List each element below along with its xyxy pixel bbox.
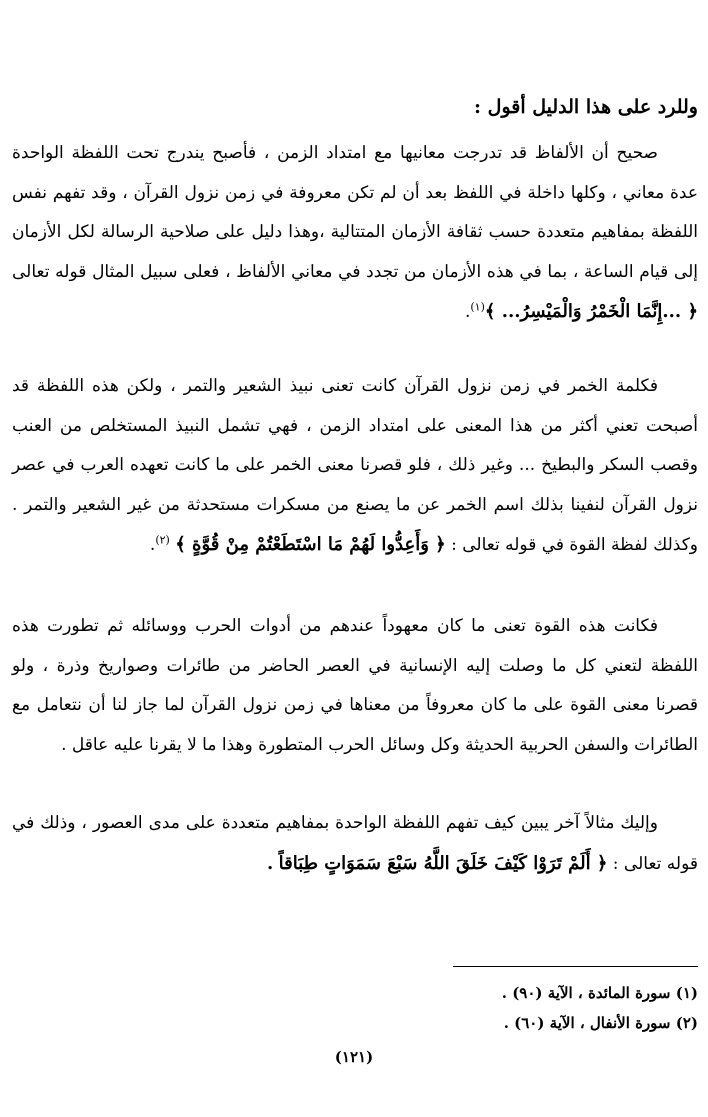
quran-verse: ﴿ أَلَمْ تَرَوْا كَيْفَ خَلَقَ اللَّهُ سَبْعَ سَمَوَاتٍ طِبَاقاً — [278, 852, 608, 874]
paragraph-end: . — [149, 535, 156, 556]
page-number: (١٢١) — [334, 1048, 374, 1066]
footnote-ref: (٢) — [155, 533, 170, 547]
paragraph-4 — [12, 804, 698, 884]
footnote-divider — [453, 966, 698, 967]
paragraph-2 — [12, 367, 698, 566]
footnote-1: (١) سورة المائدة ، الآية (٩٠) . — [501, 984, 698, 1002]
footnote-ref: (١) — [470, 300, 485, 314]
paragraph-3 — [12, 607, 698, 765]
quran-verse: ﴿ ...إِنَّمَا الْخَمْرُ وَالْمَيْسِرُ... ﴾ — [484, 301, 698, 323]
paragraph-1 — [12, 134, 698, 333]
paragraph-end: . — [464, 302, 471, 323]
paragraph-end: . — [266, 852, 274, 874]
footnote-2: (٢) سورة الأنفال ، الآية (٦٠) . — [503, 1014, 698, 1032]
quran-verse: ﴿ وَأَعِدُّوا لَهُمْ مَا اسْتَطَعْتُمْ مِنْ قُوَّةٍ ﴾ — [175, 534, 446, 556]
paragraph-text: فكانت هذه القوة تعنى ما كان معهوداً عندهم من أدوات الحرب ووسائله ثم تطورت هذه اللفظة لتعني كل ما وصلت إليه الإنسانية في العصر الحاضر من طائرات وصواريخ وذرة ، ولو قصرنا معنى القوة على ما كان معروفاً من معناها في زمن نزول القرآن لما جاز لنا أن نتعامل مع الطائرات والسفن الحربية الحديثة وكل وسائل الحرب المتطورة وهذا ما لا يقرنا عليه عاقل . — [12, 616, 698, 755]
paragraph-text: صحيح أن الألفاظ قد تدرجت معانيها مع امتداد الزمن ، فأصبح يندرج تحت اللفظة الواحدة عدة معاني ، وكلها داخلة في اللفظ بعد أن لم تكن معروفة في زمن نزول القرآن ، وقد تفهم نفس اللفظة بمفاهيم متعددة حسب ثقافة الأزمان المتتالية ،وهذا دليل على صلاحية الرسالة لكل الأزمان إلى قيام الساعة ، بما في هذه الأزمان من تجدد في معاني الألفاظ ، فعلى سبيل المثال قوله تعالى — [12, 143, 698, 282]
paragraph-text: وإليك مثالاً آخر يبين كيف تفهم اللفظة الواحدة بمفاهيم متعددة على مدى العصور ، وذلك في قوله تعالى : — [12, 813, 698, 874]
paragraph-text: فكلمة الخمر في زمن نزول القرآن كانت تعنى نبيذ الشعير والتمر ، ولكن هذه اللفظة قد أصبحت تعني أكثر من هذا المعنى على امتداد الزمن ، فهي تشمل النبيذ المستخلص من العنب وقصب السكر والبطيخ ... وغير ذلك ، فلو قصرنا معنى الخمر على ما كانت تعهده العرب في عصر نزول القرآن لنفينا بذلك اسم الخمر عن ما يصنع من مسكرات مستحدثة من غير الشعير والتمر . وكذلك لفظة القوة في قوله تعالى : — [12, 376, 698, 556]
section-heading: وللرد على هذا الدليل أقول : — [474, 96, 698, 118]
